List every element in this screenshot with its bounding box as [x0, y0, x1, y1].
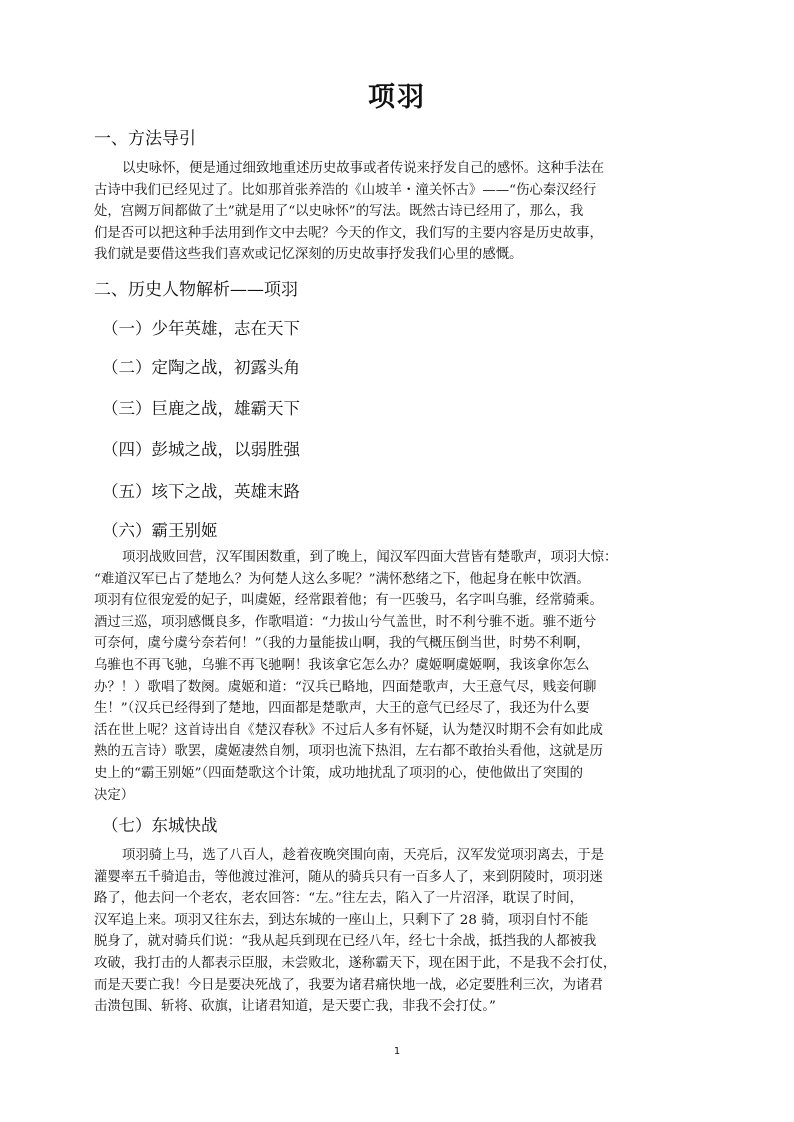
- text-line: 古诗中我们已经见过了。比如那首张养浩的《山坡羊・潼关怀古》——“伤心秦汉经行: [94, 182, 597, 198]
- text-line: 熟的五言诗）歌罢，虞姬凄然自刎，项羽也流下热泪，左右都不敢抬头看他，这就是历: [94, 744, 603, 760]
- text-line: 脱身了，就对骑兵们说：“我从起兵到现在已经八年，经七十余战，抵挡我的人都被我: [94, 934, 597, 950]
- subheading-1: （一）少年英雄，志在天下: [102, 319, 300, 338]
- subheading-7: （七）东城快战: [102, 816, 218, 835]
- text-line: 生！”（汉兵已经得到了楚地，四面都是楚歌声，大王的意气已经尽了，我还为什么要: [94, 701, 590, 717]
- text-line: 项羽战败回营，汉军围困数重，到了晚上，闻汉军四面大营皆有楚歌声，项羽大惊：: [122, 550, 618, 565]
- text-line: 处，宫阙万间都做了土”就是用了“以史咏怀”的写法。既然古诗已经用了，那么，我: [94, 204, 584, 220]
- text-line: 项羽骑上马，选了八百人，趁着夜晚突围向南，天亮后，汉军发觉项羽离去，于是: [122, 848, 605, 863]
- text-line: 击溃包围、斩将、砍旗，让诸君知道，是天要亡我，非我不会打仗。”: [94, 999, 496, 1015]
- section-heading-method: 一、方法导引: [94, 129, 196, 149]
- paragraph-bawang-bieji: [94, 547, 702, 806]
- paragraph-method: [94, 158, 702, 266]
- subheading-3: （三）巨鹿之战，雄霸天下: [102, 399, 300, 418]
- text-line: 办？！）歌唱了数阕。虞姬和道：“汉兵已略地，四面楚歌声，大王意气尽，贱妾何聊: [94, 679, 597, 695]
- text-line: “难道汉军已占了楚地么？为何楚人这么多呢？”满怀愁绪之下，他起身在帐中饮酒。: [94, 571, 590, 587]
- text-line: 路了，他去问一个老农，老农回答：“左。”往左去，陷入了一片沼泽，耽误了时间，: [94, 891, 584, 907]
- text-line: 史上的“霸王别姬”（四面楚歌这个计策，成功地扰乱了项羽的心，使他做出了突围的: [94, 765, 584, 781]
- text-line: 酒过三巡，项羽感慨良多，作歌唱道：“力拔山兮气盖世，时不利兮骓不逝。骓不逝兮: [94, 614, 597, 630]
- text-line: 决定）: [94, 787, 135, 803]
- text-line: 项羽有位很宠爱的妃子，叫虞姬，经常跟着他；有一匹骏马，名字叫乌骓，经常骑乘。: [94, 593, 603, 609]
- text-line: 们是否可以把这种手法用到作文中去呢？今天的作文，我们写的主要内容是历史故事，: [94, 225, 603, 241]
- text-line: 活在世上呢？这首诗出自《楚汉春秋》不过后人多有怀疑，认为楚汉时期不会有如此成: [94, 722, 603, 738]
- text-line: 可奈何，虞兮虞兮奈若何！”（我的力量能拔山啊，我的气概压倒当世，时势不利啊，: [94, 636, 590, 652]
- section-heading-analysis: 二、历史人物解析——项羽: [94, 280, 298, 300]
- subheading-4: （四）彭城之战，以弱胜强: [102, 440, 300, 459]
- text-line: 灌婴率五千骑追击，等他渡过淮河，随从的骑兵只有一百多人了，来到阴陵时，项羽迷: [94, 869, 603, 885]
- text-line: 我们就是要借这些我们喜欢或记忆深刻的历史故事抒发我们心里的感慨。: [94, 247, 523, 263]
- paragraph-dongcheng: [94, 845, 702, 1018]
- text-line: 汉军追上来。项羽又往东去，到达东城的一座山上，只剩下了 28 骑，项羽自忖不能: [94, 912, 589, 928]
- text-line: 乌骓也不再飞驰，乌骓不再飞驰啊！我该拿它怎么办？虞姬啊虞姬啊，我该拿你怎么: [94, 657, 590, 673]
- page-number: 1: [393, 1046, 401, 1057]
- subheading-2: （二）定陶之战，初露头角: [102, 358, 300, 377]
- subheading-5: （五）垓下之战，英雄末路: [102, 482, 300, 501]
- subheading-6: （六）霸王别姬: [102, 521, 218, 540]
- text-line: 攻破，我打击的人都表示臣服，未尝败北，遂称霸天下，现在困于此，不是我不会打仗，: [94, 955, 617, 971]
- text-line: 而是天要亡我！今日是要决死战了，我要为诸君痛快地一战，必定要胜利三次，为诸君: [94, 977, 603, 993]
- text-line: 以史咏怀，便是通过细致地重述历史故事或者传说来抒发自己的感怀。这种手法在: [122, 161, 605, 176]
- page-title: 项羽: [368, 82, 426, 113]
